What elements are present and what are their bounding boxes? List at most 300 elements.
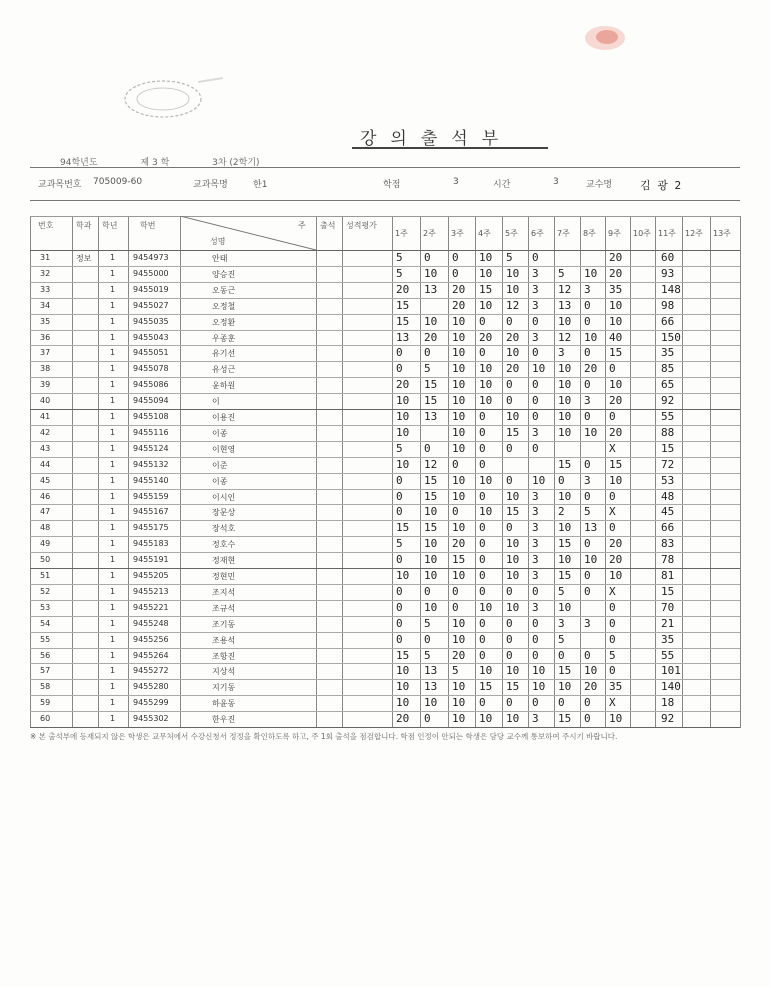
row-total: 66	[661, 521, 675, 535]
row-mark-week-9: 40	[609, 330, 623, 344]
row-no: 51	[40, 571, 51, 580]
header-attendance: 출석	[320, 221, 336, 230]
row-mark-week-3: 15	[452, 553, 466, 567]
row-total: 55	[661, 410, 675, 423]
row-mark-week-7: 10	[558, 362, 572, 376]
row-student-id: 9455132	[133, 459, 169, 469]
row-name: 정재현	[212, 556, 236, 566]
row-no: 55	[40, 634, 51, 644]
row-mark-week-3: 10	[452, 680, 466, 694]
row-no: 41	[40, 412, 51, 421]
row-mark-week-1: 0	[396, 600, 403, 614]
row-mark-week-8: 0	[584, 537, 591, 551]
row-mark-week-4: 10	[479, 251, 493, 264]
row-mark-week-7: 5	[558, 584, 565, 598]
row-year: 1	[110, 348, 116, 358]
row-mark-week-6: 3	[532, 330, 539, 344]
row-name: 정현민	[212, 572, 236, 581]
row-student-id: 9455140	[133, 475, 169, 485]
row-mark-week-1: 0	[396, 362, 403, 376]
row-student-id: 9455043	[133, 332, 169, 342]
row-student-id: 9455256	[133, 634, 169, 644]
row-mark-week-2: 0	[424, 346, 431, 360]
row-line	[30, 489, 740, 490]
row-mark-week-6: 10	[532, 664, 546, 678]
row-mark-week-7: 10	[558, 314, 572, 328]
row-no: 45	[40, 475, 51, 485]
row-name: 지기동	[212, 683, 236, 693]
row-mark-week-2: 10	[424, 314, 438, 328]
hours: 3	[553, 177, 559, 187]
row-mark-week-8: 0	[584, 298, 591, 312]
row-mark-week-4: 0	[479, 314, 486, 328]
row-mark-week-2: 15	[424, 473, 438, 487]
row-mark-week-5: 0	[506, 378, 513, 392]
row-line	[30, 616, 740, 617]
row-total: 92	[661, 394, 675, 408]
row-mark-week-8: 3	[584, 473, 591, 487]
row-name: 우종훈	[212, 333, 236, 343]
row-no: 44	[40, 459, 51, 469]
row-name: 이준	[212, 460, 228, 470]
row-mark-week-5: 20	[506, 330, 520, 344]
header-name: 성명	[210, 237, 226, 246]
row-mark-week-9: 0	[609, 600, 616, 614]
row-year: 1	[110, 380, 116, 390]
row-mark-week-1: 0	[396, 632, 403, 646]
row-no: 53	[40, 602, 51, 612]
row-mark-week-5: 0	[506, 314, 513, 328]
row-mark-week-2: 5	[424, 648, 431, 662]
row-mark-week-3: 20	[452, 648, 466, 662]
row-mark-week-2: 15	[424, 378, 438, 392]
row-mark-week-6: 0	[532, 378, 539, 392]
row-mark-week-3: 10	[452, 330, 466, 344]
row-mark-week-2: 0	[424, 251, 431, 264]
row-student-id: 9455248	[133, 618, 169, 628]
row-mark-week-4: 10	[479, 298, 493, 312]
row-mark-week-9: 20	[609, 537, 623, 551]
row-mark-week-1: 10	[396, 664, 410, 678]
row-mark-week-5: 0	[506, 521, 513, 535]
row-mark-week-6: 3	[532, 266, 539, 280]
row-year: 1	[110, 698, 116, 708]
row-line	[30, 520, 740, 521]
row-mark-week-4: 0	[479, 457, 486, 471]
row-total: 66	[661, 314, 675, 328]
row-mark-week-3: 0	[452, 457, 459, 471]
row-mark-week-2: 15	[424, 521, 438, 535]
row-year: 1	[110, 491, 116, 501]
row-mark-week-3: 10	[452, 632, 466, 646]
row-student-id: 9455019	[133, 284, 169, 294]
row-mark-week-8: 0	[584, 584, 591, 598]
row-line	[30, 330, 740, 331]
row-year: 1	[110, 555, 116, 565]
row-no: 56	[40, 650, 51, 660]
row-line	[30, 600, 740, 601]
row-no: 43	[40, 443, 51, 453]
row-mark-week-9: 5	[609, 648, 616, 662]
row-mark-week-1: 0	[396, 473, 403, 487]
row-line	[30, 409, 740, 410]
row-mark-week-3: 10	[452, 394, 466, 408]
row-no: 57	[40, 666, 51, 676]
row-mark-week-5: 0	[506, 473, 513, 487]
row-mark-week-3: 10	[452, 489, 466, 503]
row-line	[30, 504, 740, 505]
row-mark-week-1: 15	[396, 648, 410, 662]
row-mark-week-5: 12	[506, 298, 520, 312]
row-name: 조항진	[212, 651, 236, 661]
row-mark-week-1: 0	[396, 553, 403, 567]
row-mark-week-2: 12	[424, 457, 438, 471]
row-mark-week-1: 5	[396, 251, 403, 264]
row-mark-week-7: 2	[558, 505, 565, 519]
row-mark-week-3: 10	[452, 696, 466, 710]
row-year: 1	[110, 571, 116, 580]
row-mark-week-1: 0	[396, 505, 403, 519]
row-mark-week-1: 13	[396, 330, 410, 344]
row-student-id: 9455086	[133, 380, 169, 390]
row-total: 101	[661, 664, 681, 678]
row-mark-week-4: 0	[479, 553, 486, 567]
row-mark-week-4: 0	[479, 616, 486, 630]
row-mark-week-9: X	[609, 441, 616, 455]
row-no: 37	[40, 348, 51, 358]
row-mark-week-5: 15	[506, 425, 520, 439]
row-total: 83	[661, 537, 675, 551]
row-mark-week-2: 0	[424, 632, 431, 646]
divider	[30, 200, 740, 201]
row-mark-week-9: 35	[609, 282, 623, 296]
row-mark-week-8: 0	[584, 378, 591, 392]
row-mark-week-5: 10	[506, 712, 520, 726]
row-mark-week-6: 3	[532, 553, 539, 567]
row-mark-week-3: 10	[452, 441, 466, 455]
row-dept: 정보	[76, 254, 92, 263]
row-line	[30, 314, 740, 315]
header-week-7: 7주	[557, 229, 570, 238]
row-mark-week-8: 0	[584, 314, 591, 328]
row-no: 39	[40, 380, 51, 390]
row-student-id: 9455264	[133, 650, 169, 660]
row-mark-week-2: 0	[424, 441, 431, 455]
row-year: 1	[110, 364, 116, 374]
row-no: 49	[40, 539, 51, 549]
row-line	[30, 584, 740, 585]
meta-year: 94학년도	[60, 158, 98, 168]
attendance-table	[30, 216, 740, 728]
row-mark-week-4: 0	[479, 584, 486, 598]
row-mark-week-4: 10	[479, 664, 493, 678]
row-line	[30, 457, 740, 458]
row-mark-week-4: 10	[479, 473, 493, 487]
row-mark-week-7: 5	[558, 266, 565, 280]
row-total: 35	[661, 632, 675, 646]
header-week-6: 6주	[531, 229, 544, 238]
row-mark-week-9: 0	[609, 362, 616, 376]
row-mark-week-9: 20	[609, 553, 623, 567]
row-no: 31	[40, 253, 51, 262]
row-mark-week-5: 0	[506, 632, 513, 646]
row-mark-week-5: 0	[506, 584, 513, 598]
header-bottom-line	[30, 250, 740, 251]
row-student-id: 9454973	[133, 253, 169, 262]
row-no: 34	[40, 300, 51, 310]
row-mark-week-3: 0	[452, 505, 459, 519]
row-no: 48	[40, 523, 51, 533]
row-year: 1	[110, 507, 116, 517]
row-mark-week-5: 0	[506, 648, 513, 662]
row-mark-week-4: 15	[479, 282, 493, 296]
header-week-13: 13주	[713, 229, 731, 238]
row-total: 65	[661, 378, 675, 392]
row-mark-week-6: 0	[532, 616, 539, 630]
row-student-id: 9455094	[133, 396, 169, 406]
row-mark-week-5: 10	[506, 664, 520, 678]
row-no: 54	[40, 618, 51, 628]
row-student-id: 9455078	[133, 364, 169, 374]
row-total: 15	[661, 441, 675, 455]
header-week-9: 9주	[608, 229, 621, 238]
row-name: 이종	[212, 476, 228, 486]
row-student-id: 9455116	[133, 427, 169, 437]
row-mark-week-6: 10	[532, 362, 546, 376]
row-total: 53	[661, 473, 675, 487]
row-line	[30, 425, 740, 426]
row-mark-week-3: 20	[452, 282, 466, 296]
row-mark-week-9: 10	[609, 569, 623, 582]
professor: 김 광 2	[640, 179, 682, 192]
course-code-label: 교과목번호	[38, 180, 82, 190]
row-name: 오정철	[212, 301, 236, 311]
row-total: 18	[661, 696, 675, 710]
row-mark-week-8: 10	[584, 330, 598, 344]
row-no: 35	[40, 316, 51, 326]
row-mark-week-3: 20	[452, 298, 466, 312]
row-total: 85	[661, 362, 675, 376]
row-no: 47	[40, 507, 51, 517]
row-mark-week-2: 13	[424, 282, 438, 296]
row-line	[30, 393, 740, 394]
row-line	[30, 552, 740, 553]
row-mark-week-8: 10	[584, 553, 598, 567]
row-mark-week-3: 10	[452, 410, 466, 423]
row-mark-week-9: 0	[609, 489, 616, 503]
row-mark-week-6: 0	[532, 441, 539, 455]
row-mark-week-2: 0	[424, 584, 431, 598]
row-mark-week-2: 10	[424, 266, 438, 280]
row-name: 윤하원	[212, 381, 236, 391]
row-mark-week-1: 0	[396, 346, 403, 360]
row-mark-week-9: 0	[609, 521, 616, 535]
row-year: 1	[110, 396, 116, 406]
row-line	[30, 298, 740, 299]
row-mark-week-9: 0	[609, 664, 616, 678]
row-mark-week-1: 0	[396, 584, 403, 598]
row-line	[30, 473, 740, 474]
row-mark-week-9: X	[609, 696, 616, 710]
row-mark-week-1: 10	[396, 680, 410, 694]
row-mark-week-5: 0	[506, 696, 513, 710]
row-mark-week-2: 5	[424, 616, 431, 630]
row-line	[30, 711, 740, 712]
row-no: 40	[40, 396, 51, 406]
row-line	[30, 282, 740, 283]
hours-label: 시간	[493, 180, 511, 190]
row-mark-week-6: 0	[532, 314, 539, 328]
row-mark-week-9: 10	[609, 378, 623, 392]
header-dept: 학과	[76, 221, 92, 230]
row-mark-week-6: 0	[532, 251, 539, 264]
row-mark-week-1: 20	[396, 378, 410, 392]
row-year: 1	[110, 475, 116, 485]
row-mark-week-6: 0	[532, 394, 539, 408]
row-mark-week-2: 20	[424, 330, 438, 344]
row-no: 32	[40, 268, 51, 278]
row-mark-week-3: 0	[452, 584, 459, 598]
header-week-2: 2주	[423, 229, 436, 238]
row-mark-week-8: 3	[584, 394, 591, 408]
row-mark-week-5: 0	[506, 394, 513, 408]
row-no: 42	[40, 427, 51, 437]
row-student-id: 9455221	[133, 602, 169, 612]
row-mark-week-8: 0	[584, 410, 591, 423]
row-mark-week-7: 10	[558, 553, 572, 567]
row-mark-week-4: 0	[479, 521, 486, 535]
row-mark-week-5: 15	[506, 505, 520, 519]
meta-semester: 3차 (2학기)	[212, 158, 260, 168]
professor-label: 교수명	[586, 180, 613, 190]
row-name: 양승진	[212, 269, 236, 279]
header-week-5: 5주	[505, 229, 518, 238]
row-mark-week-7: 15	[558, 569, 572, 582]
row-year: 1	[110, 332, 116, 342]
row-mark-week-9: X	[609, 584, 616, 598]
row-mark-week-7: 15	[558, 537, 572, 551]
header-diagonal	[180, 216, 318, 250]
row-total: 45	[661, 505, 675, 519]
row-mark-week-8: 13	[584, 521, 598, 535]
row-mark-week-6: 0	[532, 346, 539, 360]
row-line	[30, 266, 740, 267]
row-mark-week-6: 3	[532, 712, 539, 726]
row-mark-week-7: 13	[558, 298, 572, 312]
row-mark-week-3: 10	[452, 473, 466, 487]
row-mark-week-3: 10	[452, 346, 466, 360]
row-mark-week-5: 15	[506, 680, 520, 694]
row-total: 72	[661, 457, 675, 471]
row-student-id: 9455027	[133, 300, 169, 310]
row-mark-week-3: 10	[452, 712, 466, 726]
row-mark-week-3: 10	[452, 616, 466, 630]
row-name: 하윤동	[212, 699, 236, 709]
row-mark-week-9: 35	[609, 680, 623, 694]
row-student-id: 9455000	[133, 268, 169, 278]
row-mark-week-6: 0	[532, 410, 539, 423]
row-name: 지상석	[212, 667, 236, 677]
header-no: 번호	[38, 221, 54, 230]
row-year: 1	[110, 618, 116, 628]
row-mark-week-6: 3	[532, 298, 539, 312]
row-mark-week-8: 20	[584, 680, 598, 694]
row-mark-week-9: 10	[609, 314, 623, 328]
footnote: ※ 본 출석부에 등재되지 않은 학생은 교무처에서 수강신청서 정정을 확인하도록 하고, 주 1회 출석을 점검합니다. 학점 인정이 안되는 학생은 담당 교수께 통보하여 주시기 바랍니다.	[30, 732, 618, 741]
row-mark-week-6: 3	[532, 489, 539, 503]
course-name: 한1	[253, 180, 268, 190]
row-name: 이현영	[212, 444, 236, 454]
row-line	[30, 663, 740, 664]
row-mark-week-6: 10	[532, 473, 546, 487]
row-mark-week-1: 20	[396, 712, 410, 726]
row-no: 59	[40, 698, 51, 708]
row-student-id: 9455205	[133, 571, 169, 580]
row-mark-week-4: 0	[479, 346, 486, 360]
row-mark-week-8: 0	[584, 712, 591, 726]
row-mark-week-4: 20	[479, 330, 493, 344]
row-total: 98	[661, 298, 675, 312]
row-mark-week-7: 0	[558, 473, 565, 487]
row-mark-week-9: 20	[609, 251, 623, 264]
row-student-id: 9455167	[133, 507, 169, 517]
row-mark-week-6: 0	[532, 584, 539, 598]
row-name: 이종	[212, 428, 228, 438]
row-total: 150	[661, 330, 681, 344]
row-year: 1	[110, 650, 116, 660]
header-year: 학년	[102, 221, 118, 230]
header-week: 주	[298, 221, 306, 230]
row-no: 60	[40, 714, 51, 724]
row-mark-week-6: 0	[532, 632, 539, 646]
row-mark-week-9: 0	[609, 616, 616, 630]
row-mark-week-3: 20	[452, 537, 466, 551]
row-mark-week-9: 15	[609, 346, 623, 360]
row-mark-week-1: 10	[396, 569, 410, 582]
row-mark-week-7: 5	[558, 632, 565, 646]
row-total: 78	[661, 553, 675, 567]
row-no: 58	[40, 682, 51, 692]
row-mark-week-7: 12	[558, 330, 572, 344]
row-mark-week-4: 10	[479, 712, 493, 726]
row-mark-week-3: 0	[452, 266, 459, 280]
row-mark-week-5: 20	[506, 362, 520, 376]
row-total: 70	[661, 600, 675, 614]
row-year: 1	[110, 443, 116, 453]
row-mark-week-5: 10	[506, 282, 520, 296]
row-student-id: 9455299	[133, 698, 169, 708]
row-year: 1	[110, 427, 116, 437]
credits: 3	[453, 177, 459, 187]
header-grade: 성적평가	[346, 221, 377, 230]
row-mark-week-6: 0	[532, 648, 539, 662]
row-year: 1	[110, 682, 116, 692]
row-mark-week-8: 0	[584, 696, 591, 710]
row-mark-week-1: 20	[396, 282, 410, 296]
row-mark-week-8: 20	[584, 362, 598, 376]
row-no: 36	[40, 332, 51, 342]
header-week-3: 3주	[451, 229, 464, 238]
row-student-id: 9455272	[133, 666, 169, 676]
row-mark-week-3: 10	[452, 425, 466, 439]
row-mark-week-1: 0	[396, 616, 403, 630]
row-mark-week-4: 0	[479, 425, 486, 439]
row-mark-week-9: 20	[609, 394, 623, 408]
received-stamp-icon	[118, 74, 228, 124]
row-mark-week-6: 3	[532, 600, 539, 614]
row-year: 1	[110, 714, 116, 724]
row-line	[30, 441, 740, 442]
